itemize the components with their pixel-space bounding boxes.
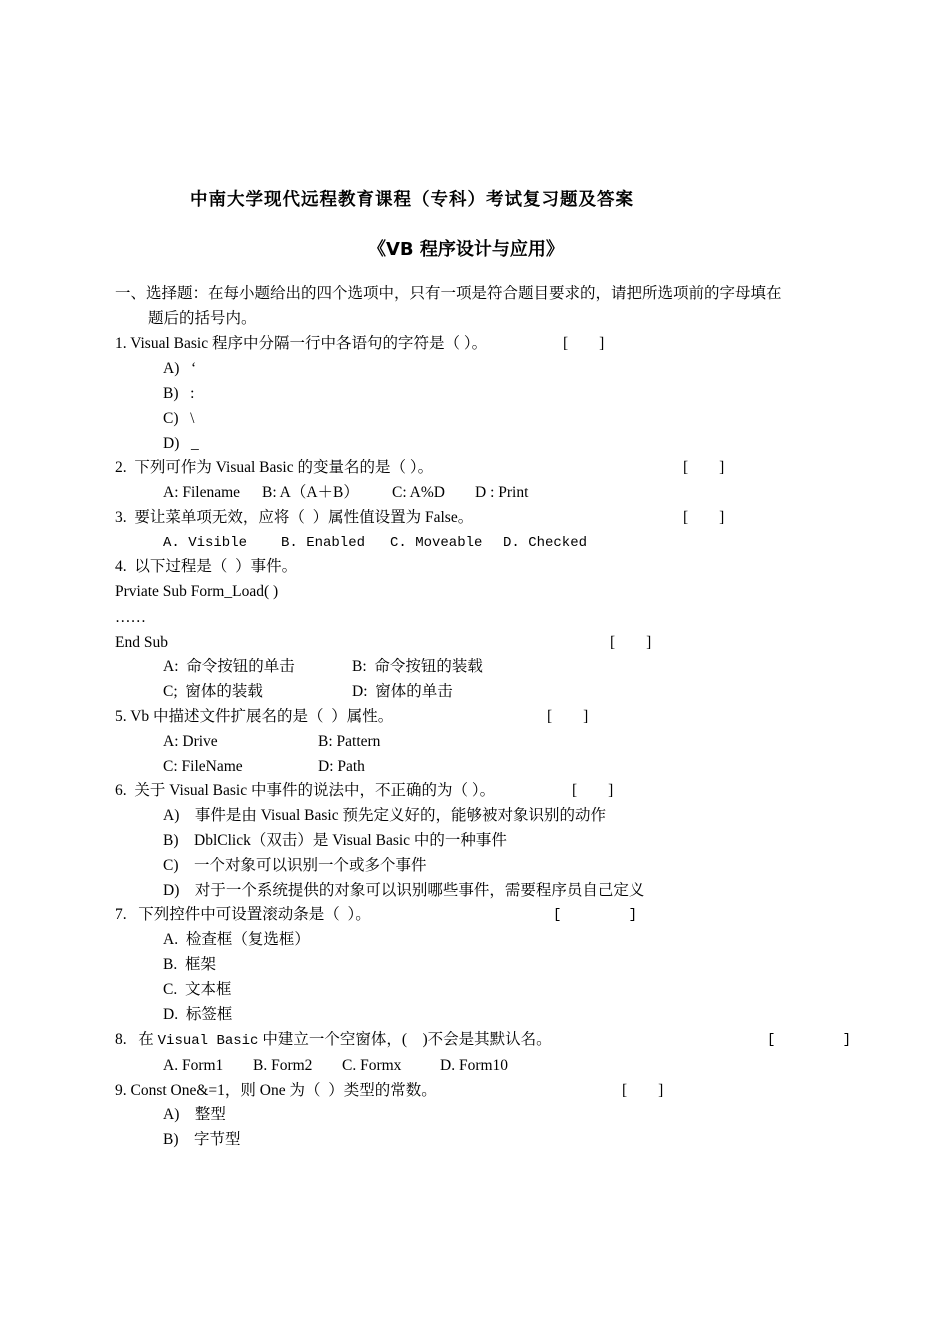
section-heading-line2: 题后的括号内。 <box>148 310 257 327</box>
question-5-option-a: A: Drive <box>163 733 218 750</box>
question-1-option-c: C) \ <box>163 410 195 427</box>
question-4-option-d: D: 窗体的单击 <box>352 683 453 700</box>
question-7-option-c: C. 文本框 <box>163 981 232 998</box>
question-8-stem-prefix: 8. 在 <box>115 1031 158 1048</box>
question-3-option-d: D. Checked <box>503 535 588 551</box>
question-7-option-a: A. 检查框（复选框） <box>163 931 310 948</box>
question-8-option-c: C. Formx <box>342 1057 402 1074</box>
question-2-option-c: C: A%D <box>392 484 445 501</box>
question-7-option-b: B. 框架 <box>163 956 216 973</box>
question-3-stem: 3. 要让菜单项无效，应将（ ）属性值设置为 False。 <box>115 509 474 526</box>
question-2-option-d: D : Print <box>475 484 529 501</box>
question-6-option-b: B) DblClick（双击）是 Visual Basic 中的一种事件 <box>163 832 507 849</box>
question-4-code-line2: …… <box>115 609 146 626</box>
question-6-option-d: D) 对于一个系统提供的对象可以识别哪些事件，需要程序员自己定义 <box>163 882 645 899</box>
question-8-option-b: B. Form2 <box>253 1057 313 1074</box>
question-9-option-a: A) 整型 <box>163 1106 226 1123</box>
question-8-option-d: D. Form10 <box>440 1057 509 1074</box>
page-title: 中南大学现代远程教育课程（专科）考试复习题及答案 <box>190 190 634 210</box>
question-3-option-c: C. Moveable <box>390 535 483 551</box>
question-6-answer-bracket: [ ] <box>572 782 614 799</box>
question-6-stem: 6. 关于 Visual Basic 中事件的说法中，不正确的为（ ）。 <box>115 782 496 799</box>
question-2-answer-bracket: [ ] <box>683 459 725 476</box>
question-9-option-b: B) 字节型 <box>163 1131 241 1148</box>
question-1-stem: 1. Visual Basic 程序中分隔一行中各语句的字符是（ ）。 <box>115 335 488 352</box>
question-3-answer-bracket: [ ] <box>683 509 725 526</box>
question-2-option-a: A: Filename <box>163 484 241 501</box>
question-5-option-d: D: Path <box>318 758 365 775</box>
question-6-option-a: A) 事件是由 Visual Basic 预先定义好的，能够被对象识别的动作 <box>163 807 606 824</box>
question-4-answer-bracket: [ ] <box>610 634 652 651</box>
question-5-option-b: B: Pattern <box>318 733 381 750</box>
question-8-stem <box>115 1030 552 1051</box>
question-2-option-b: B: A（A＋B） <box>262 484 359 501</box>
question-8-stem-code: Visual Basic <box>157 1033 259 1049</box>
page-subtitle: 《VB 程序设计与应用》 <box>368 239 564 260</box>
question-2-stem: 2. 下列可作为 Visual Basic 的变量名的是（ ）。 <box>115 459 434 476</box>
question-6-option-c: C) 一个对象可以识别一个或多个事件 <box>163 857 427 874</box>
question-3-option-a: A. Visible <box>163 535 248 551</box>
question-9-answer-bracket: [ ] <box>622 1082 664 1099</box>
question-5-stem: 5. Vb 中描述文件扩展名的是（ ）属性。 <box>115 708 394 725</box>
question-8-stem-suffix: 中建立一个空窗体，( )不会是其默认名。 <box>258 1031 552 1048</box>
question-1-answer-bracket: [ ] <box>563 335 605 352</box>
question-7-stem: 7. 下列控件中可设置滚动条是（ ）。 <box>115 906 371 923</box>
section-heading-line1: 一、选择题：在每小题给出的四个选项中，只有一项是符合题目要求的，请把所选项前的字母填在 <box>115 285 782 302</box>
question-5-option-c: C: FileName <box>163 758 243 775</box>
question-9-stem: 9. Const One&=1，则 One 为（ ）类型的常数。 <box>115 1082 437 1099</box>
question-8-option-a: A. Form1 <box>163 1057 224 1074</box>
question-1-option-b: B) : <box>163 385 195 402</box>
question-4-option-a: A: 命令按钮的单击 <box>163 658 295 675</box>
question-1-option-d: D) _ <box>163 435 199 452</box>
question-4-code-line1: Prviate Sub Form_Load( ) <box>115 583 279 600</box>
question-4-stem: 4. 以下过程是（ ）事件。 <box>115 558 298 575</box>
question-7-option-d: D. 标签框 <box>163 1006 233 1023</box>
question-8-answer-bracket: [ ] <box>767 1032 852 1048</box>
question-4-option-c: C; 窗体的装载 <box>163 683 263 700</box>
question-3-option-b: B. Enabled <box>281 535 366 551</box>
question-7-answer-bracket: [ ] <box>553 907 638 923</box>
question-1-option-a: A) ‘ <box>163 360 197 377</box>
question-4-code-line3: End Sub <box>115 634 168 651</box>
question-4-option-b: B: 命令按钮的装载 <box>352 658 483 675</box>
question-5-answer-bracket: [ ] <box>547 708 589 725</box>
